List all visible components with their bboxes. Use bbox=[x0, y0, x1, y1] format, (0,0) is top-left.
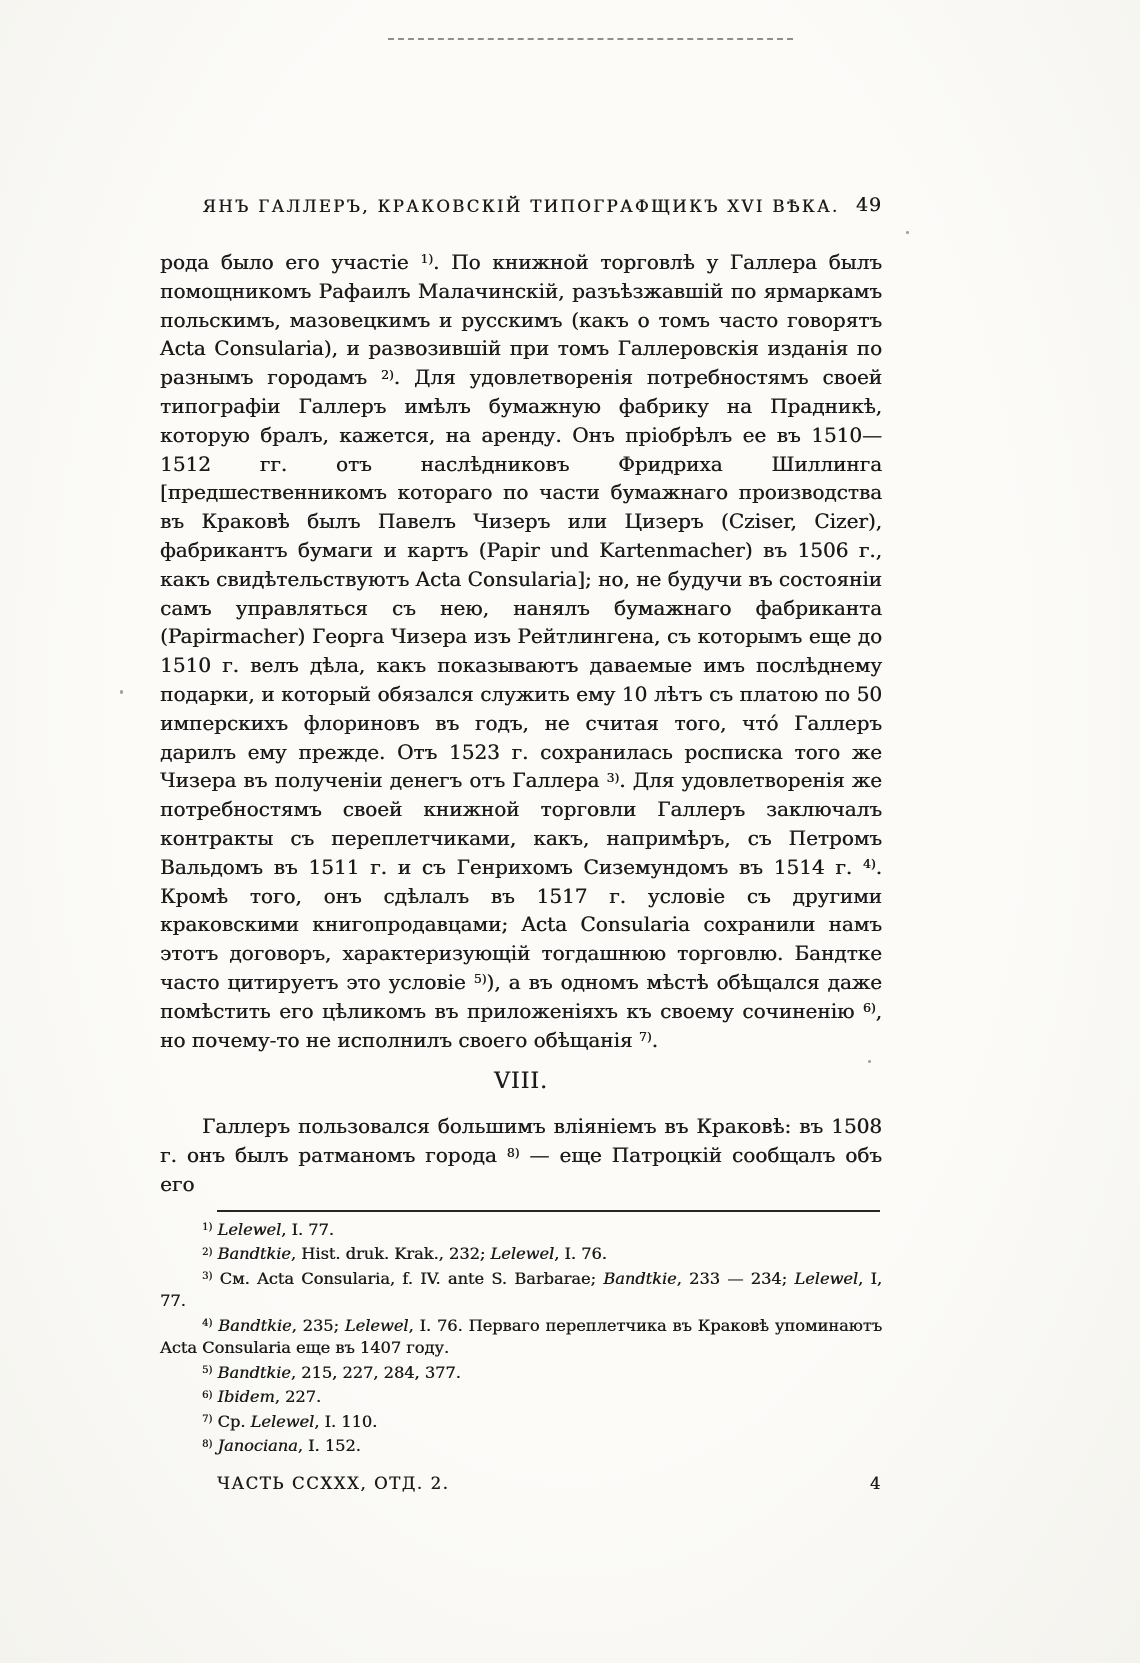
series-designation: ЧАСТЬ CCXXX, ОТД. 2. bbox=[217, 1473, 450, 1493]
page-number: 49 bbox=[855, 194, 882, 216]
section-heading: VIII. bbox=[494, 1069, 548, 1095]
footnote-item: $^{7)}$ Ср. Lelewel, I. 110. bbox=[202, 1411, 378, 1431]
footnote-item: $^{8)}$ Janociana, I. 152. bbox=[202, 1436, 361, 1456]
scan-speck bbox=[120, 690, 123, 694]
text-column bbox=[160, 0, 882, 1493]
footnote-item: $^{1)}$ Lelewel, I. 77. bbox=[202, 1219, 334, 1239]
signature-number: 4 bbox=[869, 1473, 882, 1493]
footnote-item: $^{4)}$ Bandtkie, 235; Lelewel, I. 76. Перваго переплетчика въ Краковѣ упоминаютъ Acta Consularia еще въ 1407 году. bbox=[160, 1315, 882, 1358]
signature-line bbox=[160, 1474, 882, 1493]
body-paragraph-continuation: рода было его участіе $^{1)}$. По книжной торговлѣ у Галлера былъ помощникомъ Рафаилъ Малачинскій, разъѣзжавшій по ярмаркамъ польскимъ, мазовецкимъ и русскимъ (какъ о томъ часто говорятъ Acta Consularia), и развозившій при томъ Галлеровскія изданія по разнымъ городамъ $^{2)}$. Для удовлетворенія потребностямъ своей типографіи Галлеръ имѣлъ бумажную фабрику на Прадникѣ, которую бралъ, кажется, на аренду. Онъ пріобрѣлъ ее въ 1510—1512 гг. отъ наслѣдниковъ Фридриха Шиллинга [предшественникомъ котораго по части бумажнаго производства въ Краковѣ былъ Павелъ Чизеръ или Цизеръ (Cziser, Cizer), фабрикантъ бумаги и картъ (Papir und Kartenmacher) въ 1506 г., какъ свидѣтельствуютъ Acta Consularia]; но, не будучи въ состояніи самъ управляться съ нею, нанялъ бумажнаго фабриканта (Papirmacher) Георга Чизера изъ Рейтлингена, съ которымъ еще до 1510 г. велъ дѣла, какъ показываютъ даваемые имъ послѣднему подарки, и который обязался служить ему 10 лѣтъ съ платою по 50 имперскихъ флориновъ въ годъ, не считая того, что́ Галлеръ дарилъ ему прежде. Отъ 1523 г. сохранилась росписка того же Чизера въ полученіи денегъ отъ Галлера $^{3)}$. Для удовлетворенія же потребностямъ своей книжной торговли Галлеръ заключалъ контракты съ переплетчиками, какъ, напримѣръ, съ Петромъ Вальдомъ въ 1511 г. и съ Генрихомъ Сиземундомъ въ 1514 г. $^{4)}$. Кромѣ того, онъ сдѣлалъ въ 1517 г. условіе съ другими краковскими книгопродавцами; Acta Consularia сохранили намъ этотъ договоръ, характеризующій тогдашнюю торговлю. Бандтке часто цитируетъ это условіе $^{5)}$), а въ одномъ мѣстѣ обѣщался даже помѣстить его цѣликомъ въ приложеніяхъ къ своему сочиненію $^{6)}$, но почему-то не исполнилъ своего обѣщанія $^{7)}$. bbox=[160, 250, 883, 1052]
running-header bbox=[160, 194, 882, 223]
body-paragraph-new-section: Галлеръ пользовался большимъ вліяніемъ въ Краковѣ: въ 1508 г. онъ былъ ратманомъ города $^{8)}$ — еще Патроцкій сообщалъ объ его bbox=[160, 1114, 882, 1196]
footnotes bbox=[160, 1219, 882, 1458]
footnote-separator-rule bbox=[217, 1210, 880, 1212]
footnote-item: $^{2)}$ Bandtkie, Hist. druk. Krak., 232; Lelewel, I. 76. bbox=[202, 1244, 607, 1264]
scan-speck bbox=[906, 231, 909, 234]
footnote-item: $^{5)}$ Bandtkie, 215, 227, 284, 377. bbox=[202, 1362, 461, 1382]
footnote-item: $^{3)}$ См. Acta Consularia, f. IV. ante S. Barbarae; Bandtkie, 233 — 234; Lelewel, I, 77. bbox=[160, 1268, 882, 1311]
footnote-item: $^{6)}$ Ibidem, 227. bbox=[202, 1387, 322, 1407]
running-title: ЯНЪ ГАЛЛЕРЪ, КРАКОВСКІЙ ТИПОГРАФЩИКЪ XVI ВѢКА. bbox=[202, 197, 840, 216]
